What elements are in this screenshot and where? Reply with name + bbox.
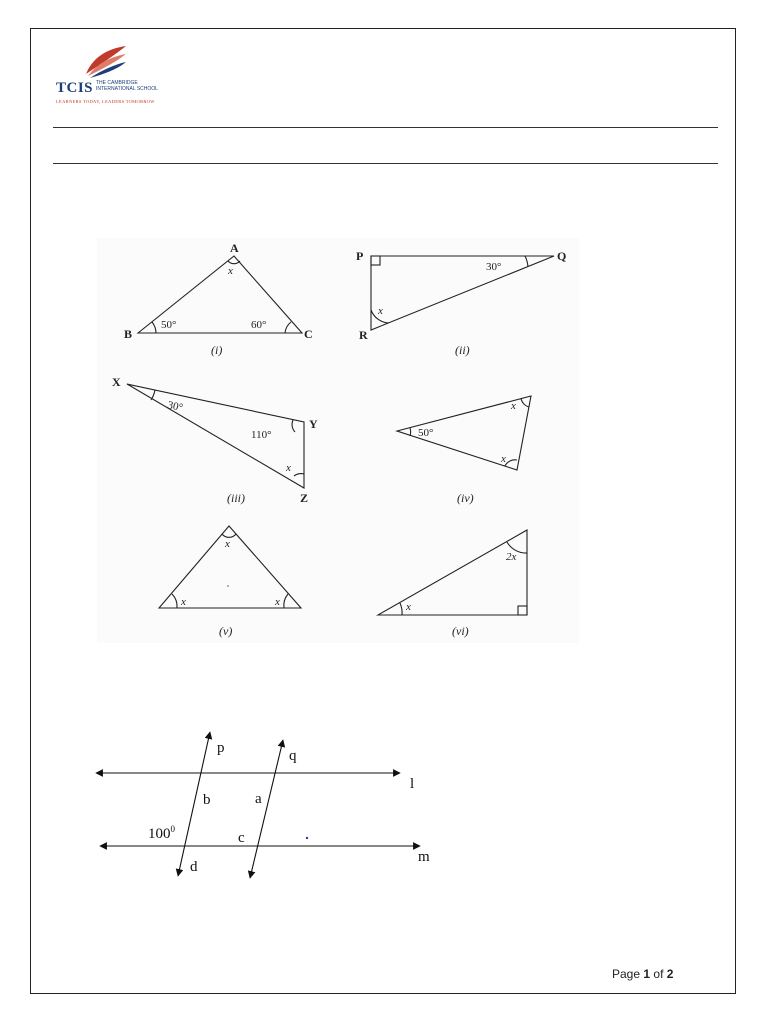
- triangles-figure: [97, 238, 579, 643]
- logo-subtitle: [96, 80, 166, 92]
- label-d: d: [190, 859, 198, 875]
- triangle-ii: [371, 256, 554, 330]
- vertex-x: X: [112, 375, 121, 389]
- caption-iv: (iv): [457, 491, 474, 505]
- angle-r-label: x: [378, 305, 383, 317]
- angle-z-label: x: [286, 462, 291, 474]
- caption-i: (i): [211, 343, 223, 357]
- parallel-lines-svg: [88, 728, 458, 888]
- label-l: l: [410, 776, 415, 792]
- label-a: a: [255, 791, 262, 807]
- caption-iii: (iii): [227, 491, 245, 505]
- vertex-b: B: [124, 327, 133, 341]
- angle-bottom-label-iv: x: [501, 453, 506, 465]
- caption-v: (v): [219, 624, 233, 638]
- parallel-lines-figure: [88, 728, 458, 888]
- header-rule-2: [53, 163, 718, 164]
- triangles-svg: [97, 238, 579, 643]
- angle-c-label: 60°: [251, 319, 267, 331]
- page-number: Page 1 of 2: [612, 967, 674, 981]
- vertex-c: C: [304, 327, 313, 341]
- header-rule-1: [53, 127, 718, 128]
- vertex-q: Q: [557, 249, 567, 263]
- flag-logo-icon: [84, 44, 128, 80]
- logo-subtitle-line1: THE CAMBRIDGE: [96, 80, 138, 86]
- vertex-y: Y: [309, 417, 318, 431]
- angle-q-label: 30°: [486, 261, 502, 273]
- label-m: m: [418, 849, 430, 865]
- angle-right-label-v: x: [275, 596, 280, 608]
- caption-vi: (vi): [452, 624, 469, 638]
- vertex-r: R: [359, 328, 368, 342]
- angle-100-label: $100^0$: [148, 824, 175, 842]
- label-q: q: [289, 748, 297, 764]
- angle-top-label-iv: x: [511, 400, 516, 412]
- triangle-iii: [127, 384, 304, 488]
- angle-b-label: 50°: [161, 319, 177, 331]
- logo-tagline: LEARNERS TODAY, LEADERS TOMORROW: [56, 99, 155, 104]
- school-logo: [56, 44, 166, 104]
- vertex-p: P: [356, 249, 364, 263]
- logo-name: TCIS: [56, 80, 94, 96]
- logo-subtitle-line2: INTERNATIONAL SCHOOL: [96, 86, 158, 92]
- angle-y-label: 110°: [251, 429, 272, 441]
- vertex-z: Z: [300, 491, 309, 505]
- angle-a-label: x: [228, 265, 233, 277]
- angle-left-label-v: x: [181, 596, 186, 608]
- label-p: p: [217, 740, 225, 756]
- caption-ii: (ii): [455, 343, 470, 357]
- angle-left-label-iv: 50°: [418, 427, 434, 439]
- angle-x-label: 30°: [166, 399, 184, 415]
- angle-top-label-v: x: [225, 538, 230, 550]
- angle-top-label-vi: 2x: [506, 551, 517, 563]
- angle-left-label-vi: x: [406, 601, 411, 613]
- label-c: c: [238, 830, 245, 846]
- vertex-a: A: [230, 241, 239, 255]
- triangle-vi: [378, 530, 527, 615]
- label-b: b: [203, 792, 211, 808]
- line-q: [250, 740, 283, 878]
